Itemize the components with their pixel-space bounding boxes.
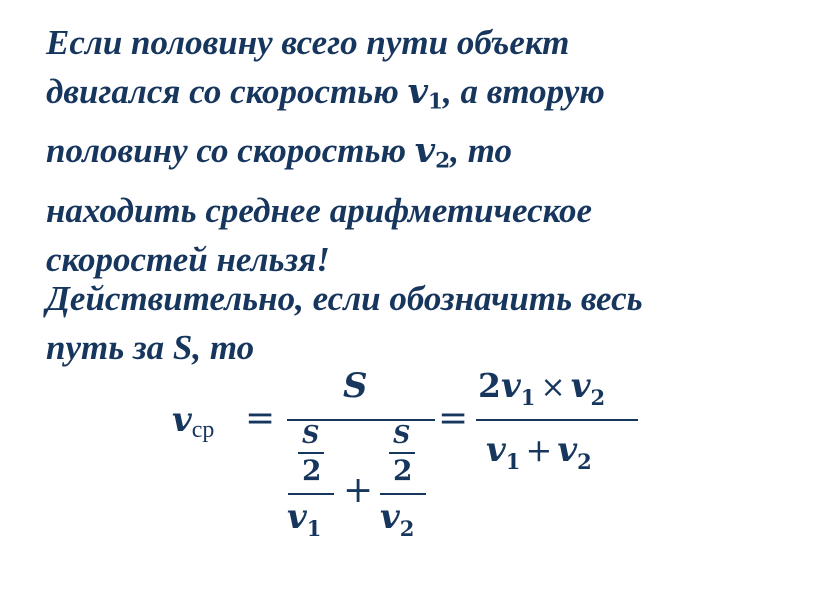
rhs-denominator [486, 430, 592, 474]
rhs-coefficient: 2 [478, 366, 501, 405]
plus-sign: + [343, 470, 374, 511]
velocity-v1-symbol: v [407, 71, 428, 112]
formula-lhs [172, 400, 215, 443]
inner1-two: 2 [302, 454, 322, 487]
inner2-big-bar [380, 493, 426, 495]
inner2-v2-subscript: 2 [399, 516, 415, 541]
statement-line-4: находить среднее арифметическое [46, 190, 593, 230]
statement-line-5: скоростей нельзя! [46, 239, 330, 279]
inner1-v1-subscript: 1 [306, 516, 322, 541]
explanation-line-2: путь за S, то [46, 328, 255, 367]
velocity-v2-subscript: 2 [435, 148, 451, 174]
rhs-num-v1-symbol: v [500, 366, 521, 406]
rhs-den-v2-symbol: v [557, 430, 578, 470]
rhs-den-v2-subscript: 2 [577, 449, 592, 474]
statement-line-1: Если половину всего пути объект [46, 23, 570, 62]
equals-sign-2: = [438, 398, 469, 439]
explanation-line-1: Действительно, если обозначить весь [46, 279, 643, 318]
lhs-v-symbol: v [172, 400, 192, 440]
rhs-fraction-bar [476, 419, 638, 421]
statement-line-3-suffix: , то [450, 131, 512, 171]
rhs-den-v1-subscript: 1 [505, 449, 521, 474]
equals-sign-1: = [245, 398, 276, 439]
statement-line-3-prefix: половину со скоростью [46, 131, 415, 171]
lhs-subscript: ср [191, 417, 215, 443]
inner1-v1-symbol: v [287, 497, 307, 537]
times-sign: × [540, 370, 566, 405]
inner2-s: S [393, 420, 411, 449]
inner2-v2-symbol: v [380, 497, 400, 537]
rhs-den-v1-symbol: v [486, 430, 506, 470]
inner1-v1 [287, 497, 322, 541]
rhs-plus-sign: + [525, 431, 553, 469]
inner1-s: S [302, 420, 320, 449]
statement-line-2-prefix: двигался со скоростью [46, 72, 408, 111]
inner2-two: 2 [393, 454, 413, 487]
velocity-v1-subscript: 1 [427, 89, 444, 115]
statement-line-2-suffix: , а вторую [443, 72, 605, 111]
rhs-num-v2-subscript: 2 [590, 385, 606, 410]
rhs-numerator [478, 366, 606, 410]
inner2-v2 [380, 497, 415, 541]
inner1-big-bar [288, 493, 334, 495]
rhs-num-v2-symbol: v [570, 366, 591, 406]
rhs-num-v1-subscript: 1 [520, 385, 536, 410]
main-numerator-s: S [343, 366, 368, 406]
velocity-v2-symbol: v [414, 130, 436, 172]
